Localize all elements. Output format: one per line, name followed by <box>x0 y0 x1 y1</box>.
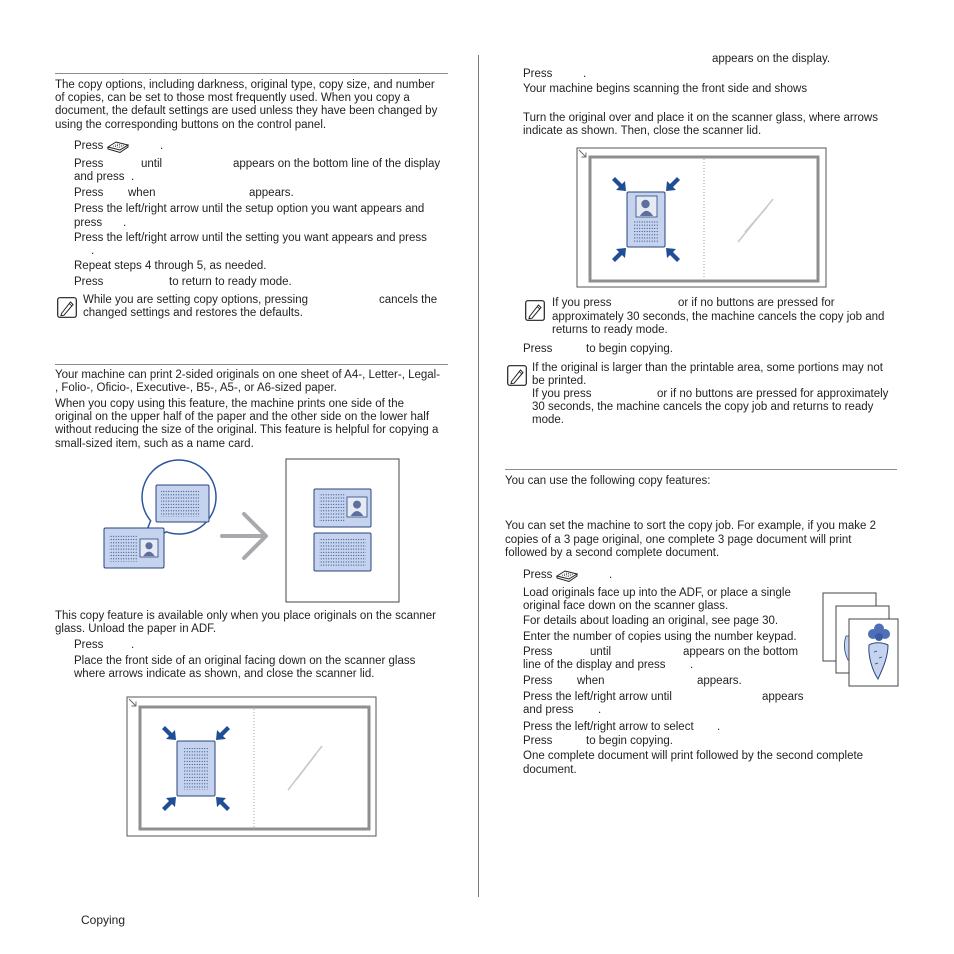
note-pencil-icon <box>57 297 77 318</box>
step-text: Press <box>523 646 553 658</box>
chevron-right-icon <box>222 514 266 558</box>
collation-intro-line: copies of a 3 page original, one complete 3 page document will print <box>505 534 852 546</box>
step-text: Place the front side of an original facing down on the scanner glass <box>74 655 416 667</box>
note-pencil-icon <box>507 365 527 386</box>
note-text: approximately 30 seconds, the machine cancels the copy job and <box>552 311 885 323</box>
copy-mode-icon <box>555 568 580 583</box>
printed-card-back <box>314 533 371 571</box>
step-text: appears <box>762 691 804 703</box>
id-card-intro-line: , Folio-, Oficio-, Executive-, B5-, A5-, or A6-sized paper. <box>55 382 337 394</box>
section-rule-id-card-copy <box>55 364 448 365</box>
id-card-description-line: without reducing the size of the original. This feature is helpful for copying a <box>55 424 439 436</box>
step-text: Your machine begins scanning the front side and shows <box>523 83 808 95</box>
step-text: and press <box>523 704 574 716</box>
step-text: Press <box>74 158 104 170</box>
person-photo-icon <box>636 196 657 217</box>
id-card-intro-line: Your machine can print 2-sided originals on one sheet of A4-, Letter-, Legal- <box>55 369 441 381</box>
step-text: appears on the bottom line of the display <box>233 158 441 170</box>
step-text: Press <box>523 569 553 581</box>
note-text: returns to ready mode. <box>552 324 668 336</box>
note-text: If you press <box>532 388 592 400</box>
step-text: Turn the original over and place it on the scanner glass, where arrows <box>523 112 878 124</box>
note-text: or if no buttons are pressed for <box>678 297 835 309</box>
column-divider <box>478 55 479 897</box>
step-text: Press <box>523 675 553 687</box>
step-text: Enter the number of copies using the number keypad. <box>523 631 797 643</box>
step-text: original face down on the scanner glass. <box>523 600 729 612</box>
step-text: . <box>123 217 127 229</box>
step-text: Press <box>74 140 104 152</box>
note-text: If the original is larger than the printable area, some portions may not <box>532 362 883 374</box>
collated-pages-illustration <box>820 590 900 690</box>
id-card-availability-line: This copy feature is available only when you place originals on the scanner <box>55 610 436 622</box>
person-photo-icon <box>140 539 158 557</box>
note-text: or if no buttons are pressed for approximately <box>657 388 889 400</box>
default-settings-intro-line: document, the default settings are used unless they have been changed by <box>55 105 438 117</box>
scanner-glass-front-diagram <box>126 696 378 838</box>
default-settings-intro-line: using the corresponding buttons on the control panel. <box>55 119 327 131</box>
note-text: While you are setting copy options, pressing <box>83 294 309 306</box>
step-text: . <box>598 704 602 716</box>
step-text: Press <box>523 343 553 355</box>
step-text: document. <box>523 764 577 776</box>
note-pencil-icon <box>525 300 545 321</box>
id-card-front <box>104 528 164 568</box>
step-text: Press the left/right arrow until <box>523 691 672 703</box>
step-text: . <box>583 68 587 80</box>
note-text: changed settings and restores the defaults. <box>83 307 303 319</box>
id-card-copy-diagram <box>95 455 405 605</box>
step-text: and press <box>74 171 125 183</box>
step-text: One complete document will print followed by the second complete <box>523 750 864 762</box>
step-text: Press <box>523 735 553 747</box>
step-text: line of the display and press <box>523 659 666 671</box>
footer-section-name: Copying <box>81 913 126 927</box>
step-text: until <box>141 158 163 170</box>
scanner-frame <box>577 148 826 287</box>
step-text: appears on the display. <box>712 53 831 65</box>
special-features-intro: You can use the following copy features: <box>505 475 711 487</box>
collation-intro-line: followed by a second complete document. <box>505 547 720 559</box>
step-text: Press <box>523 68 553 80</box>
step-text: Load originals face up into the ADF, or place a single <box>523 587 791 599</box>
output-paper <box>286 459 399 602</box>
collation-intro-line: You can set the machine to sort the copy job. For example, if you make 2 <box>505 520 876 532</box>
step-text: Repeat steps 4 through 5, as needed. <box>74 260 267 272</box>
section-rule-default-settings <box>55 73 448 74</box>
step-text: . <box>160 140 164 152</box>
step-text: Press <box>74 276 104 288</box>
note-text: If you press <box>552 297 612 309</box>
step-text: . <box>717 721 721 733</box>
id-card-back <box>627 192 665 247</box>
step-text: to begin copying. <box>586 343 673 355</box>
person-photo-icon <box>347 497 367 517</box>
step-text: Press <box>74 639 104 651</box>
step-text: . <box>690 659 694 671</box>
step-text: until <box>590 646 612 658</box>
step-text: . <box>91 245 95 257</box>
id-card-front <box>177 741 215 796</box>
default-settings-intro-line: of copies, can be set to those most frequently used. When you copy a <box>55 92 410 104</box>
copy-mode-icon <box>106 139 131 154</box>
note-text: cancels the <box>379 294 438 306</box>
default-settings-intro-line: The copy options, including darkness, original type, copy size, and number <box>55 79 435 91</box>
step-text: appears. <box>249 187 294 199</box>
step-text: Press <box>74 187 104 199</box>
step-text: where arrows indicate as shown, and close the scanner lid. <box>74 668 375 680</box>
scanner-frame <box>127 697 376 836</box>
step-text: when <box>577 675 605 687</box>
step-text: Press the left/right arrow until the setting you want appears and press <box>74 232 427 244</box>
printed-card-front <box>314 489 371 527</box>
step-text: appears. <box>697 675 742 687</box>
step-text: Press the left/right arrow until the setup option you want appears and <box>74 203 425 215</box>
step-text: For details about loading an original, see page 30. <box>523 615 779 627</box>
section-rule-special-features <box>505 469 897 470</box>
step-text: to return to ready mode. <box>169 276 292 288</box>
step-text: to begin copying. <box>586 735 673 747</box>
id-card-description-line: original on the upper half of the paper and the other side on the lower half <box>55 411 430 423</box>
step-text: appears on the bottom <box>683 646 799 658</box>
id-card-availability-line: glass. Unload the paper in ADF. <box>55 623 217 635</box>
id-card-description-line: small-sized item, such as a name card. <box>55 438 254 450</box>
step-text: . <box>131 171 135 183</box>
step-text: . <box>609 569 613 581</box>
step-text: press <box>74 217 103 229</box>
step-text: . <box>131 639 135 651</box>
step-text: indicate as shown. Then, close the scanner lid. <box>523 125 762 137</box>
scanner-glass-back-diagram <box>576 147 828 289</box>
step-text: Press the left/right arrow to select <box>523 721 694 733</box>
note-text: 30 seconds, the machine cancels the copy job and returns to ready <box>532 401 874 413</box>
id-card-description-line: When you copy using this feature, the machine prints one side of the <box>55 398 405 410</box>
step-text: when <box>128 187 156 199</box>
note-text: be printed. <box>532 375 587 387</box>
note-text: mode. <box>532 414 564 426</box>
